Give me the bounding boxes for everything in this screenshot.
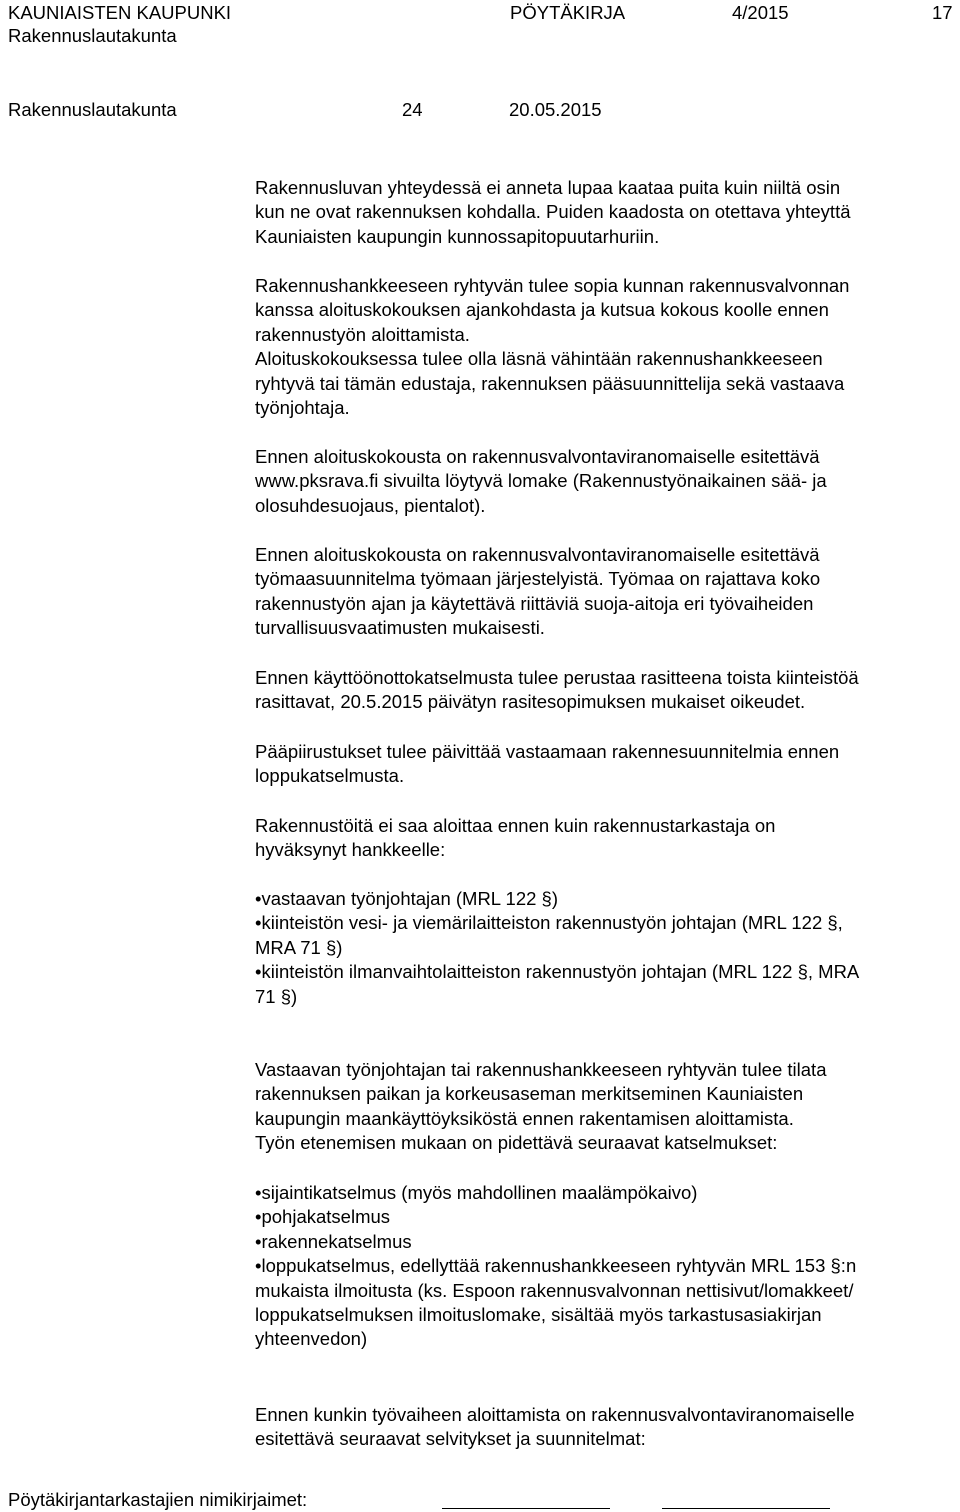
supervisor-list <box>255 887 955 1009</box>
list-item-continuation: 71 §) <box>255 985 298 1007</box>
list-item: • sijaintikatselmus (myös mahdollinen maalämpökaivo) <box>255 1181 955 1205</box>
list-item: • kiinteistön ilmanvaihtolaitteiston rakennustyön johtajan (MRL 122 §, MRA <box>255 960 955 984</box>
item-number: 24 <box>402 99 423 120</box>
initials-label: Pöytäkirjantarkastajien nimikirjaimet: <box>8 1489 308 1510</box>
paragraph-approvals: Rakennustöitä ei saa aloittaa ennen kuin rakennustarkastaja on hyväksynyt hankkeelle: <box>255 815 776 861</box>
paragraph-work-phases: Ennen kunkin työvaiheen aloittamista on rakennusvalvontaviranomaiselle esitettävä seuraavat selvitykset ja suunnitelmat: <box>255 1404 855 1450</box>
paragraph-start-meeting: Rakennushankkeeseen ryhtyvän tulee sopia kunnan rakennusvalvonnan kanssa aloituskokouksen ajankohdasta ja kutsua kokous koolle ennen rakennustyön aloittamista. Aloituskokouksessa tulee olla läsnä vähintään rakennushankkeeseen ryhtyvä tai tämän edustaja, rakennuksen pääsuunnittelija sekä vastaava työnjohtaja. <box>255 275 850 419</box>
document-number: 4/2015 <box>732 2 789 23</box>
paragraph-weather-protection: Ennen aloituskokousta on rakennusvalvontaviranomaiselle esitettävä www.pksrava.fi sivuilta löytyvä lomake (Rakennustyönaikainen sää- ja olosuhdesuojaus, pientalot). <box>255 446 827 516</box>
list-item: • rakennekatselmus <box>255 1230 955 1254</box>
list-item: • loppukatselmus, edellyttää rakennushankkeeseen ryhtyvän MRL 153 §:n <box>255 1254 955 1278</box>
initials-line-1 <box>442 1508 610 1509</box>
list-item-continuation: mukaista ilmoitusta (ks. Espoon rakennusvalvonnan nettisivut/lomakkeet/ <box>255 1279 854 1301</box>
paragraph-drawings: Pääpiirustukset tulee päivittää vastaamaan rakennesuunnitelmia ennen loppukatselmusta. <box>255 741 840 787</box>
document-type: PÖYTÄKIRJA <box>510 2 626 23</box>
section-board: Rakennuslautakunta <box>8 99 177 120</box>
list-item: • vastaavan työnjohtajan (MRL 122 §) <box>255 887 955 911</box>
list-item-continuation: MRA 71 §) <box>255 936 343 958</box>
paragraph-site-plan: Ennen aloituskokousta on rakennusvalvontaviranomaiselle esitettävä työmaasuunnitelma työmaan järjestelyistä. Työmaa on rajattava koko rakennustyön ajan ja käytettävä riittäviä suoja-aitoja eri työvaiheiden turvallisuusvaatimusten mukaisesti. <box>255 544 821 639</box>
paragraph-easement: Ennen käyttöönottokatselmusta tulee perustaa rasitteena toista kiinteistöä rasittavat, 20.5.2015 päivätyn rasitesopimuksen mukaiset oikeudet. <box>255 667 859 713</box>
page-number: 17 <box>932 2 953 23</box>
list-item-continuation: loppukatselmuksen ilmoituslomake, sisältää myös tarkastusasiakirjan <box>255 1304 822 1326</box>
list-item-continuation: yhteenvedon) <box>255 1328 368 1350</box>
paragraph-inspections: Vastaavan työnjohtajan tai rakennushankkeeseen ryhtyvän tulee tilata rakennuksen paikan ja korkeusaseman merkitseminen Kauniaisten kaupungin maankäyttöyksiköstä ennen rakentamisen aloittamista. Työn etenemisen mukaan on pidettävä seuraavat katselmukset: <box>255 1059 827 1154</box>
meeting-date: 20.05.2015 <box>509 99 602 120</box>
list-item: • kiinteistön vesi- ja viemärilaitteiston rakennustyön johtajan (MRL 122 §, <box>255 911 955 935</box>
board-name: Rakennuslautakunta <box>8 25 177 46</box>
inspection-list <box>255 1181 955 1352</box>
municipality-name: KAUNIAISTEN KAUPUNKI <box>8 2 232 23</box>
list-item: • pohjakatselmus <box>255 1205 955 1229</box>
initials-line-2 <box>662 1508 830 1509</box>
paragraph-tree-felling: Rakennusluvan yhteydessä ei anneta lupaa kaataa puita kuin niiltä osin kun ne ovat rakennuksen kohdalla. Puiden kaadosta on otettava yhteyttä Kauniaisten kaupungin kunnossapitopuutarhuriin. <box>255 177 851 247</box>
